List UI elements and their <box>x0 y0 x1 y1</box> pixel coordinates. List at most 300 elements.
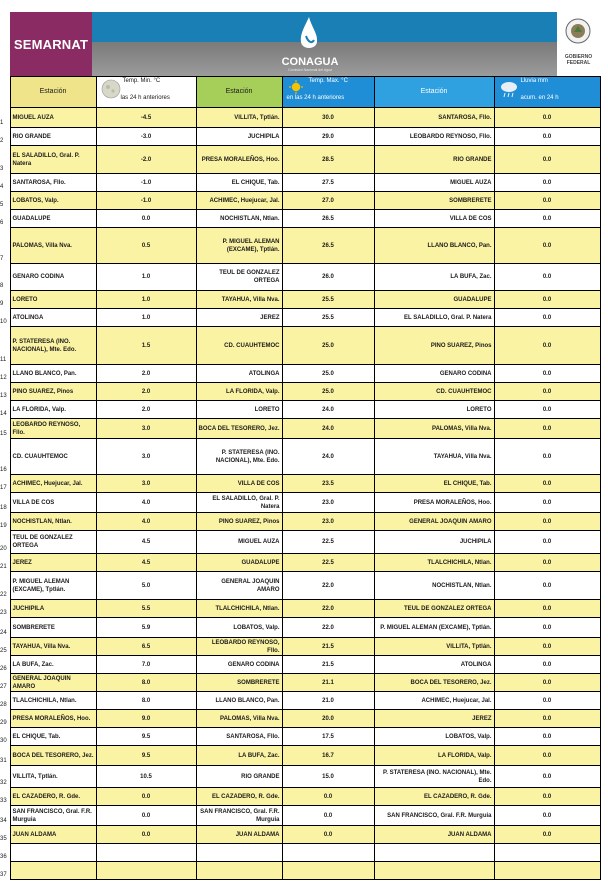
station-max-name: JEREZ <box>196 309 282 327</box>
moon-icon <box>101 79 121 99</box>
temp-min-value: 4.0 <box>96 513 196 531</box>
row-number: 23 <box>0 600 10 618</box>
station-max-name: PINO SUAREZ, Pinos <box>196 513 282 531</box>
station-min-name: MIGUEL AUZA <box>10 108 96 128</box>
temp-min-value: 4.5 <box>96 531 196 554</box>
temp-max-value: 22.5 <box>282 554 374 572</box>
row-number: 20 <box>0 531 10 554</box>
station-rain-name: LOBATOS, Valp. <box>374 728 494 746</box>
temp-max-value: 21.5 <box>282 656 374 674</box>
station-rain-name: NOCHISTLAN, Ntlan. <box>374 572 494 600</box>
table-row <box>0 192 600 210</box>
temp-max-value: 25.0 <box>282 383 374 401</box>
table-row <box>0 365 600 383</box>
station-rain-name: TEUL DE GONZALEZ ORTEGA <box>374 600 494 618</box>
row-number: 19 <box>0 513 10 531</box>
station-max-name: RIO GRANDE <box>196 766 282 788</box>
rain-value: 0.0 <box>494 383 600 401</box>
temp-min-value: 9.5 <box>96 728 196 746</box>
rain-value: 0.0 <box>494 228 600 264</box>
temp-max-value: 29.0 <box>282 128 374 146</box>
rain-value: 0.0 <box>494 401 600 419</box>
temp-max-value: 28.5 <box>282 146 374 174</box>
temp-max-value: 30.0 <box>282 108 374 128</box>
temp-max-value <box>282 844 374 862</box>
station-rain-name <box>374 844 494 862</box>
station-rain-name: LA FLORIDA, Valp. <box>374 746 494 766</box>
rain-value: 0.0 <box>494 108 600 128</box>
station-max-name: LA BUFA, Zac. <box>196 746 282 766</box>
row-number: 26 <box>0 656 10 674</box>
station-min-name: PRESA MORALEÑOS, Hoo. <box>10 710 96 728</box>
table-row <box>0 439 600 475</box>
table-row <box>0 291 600 309</box>
station-min-name: VILLA DE COS <box>10 493 96 513</box>
station-max-name: LA FLORIDA, Valp. <box>196 383 282 401</box>
rain-value: 0.0 <box>494 554 600 572</box>
temp-max-value: 0.0 <box>282 806 374 826</box>
table-row <box>0 513 600 531</box>
station-min-name: P. STATERESA (INO. NACIONAL), Mte. Edo. <box>10 327 96 365</box>
table-row <box>0 146 600 174</box>
station-rain-name: LEOBARDO REYNOSO, Fllo. <box>374 128 494 146</box>
table-row <box>0 419 600 439</box>
temp-max-value: 24.0 <box>282 439 374 475</box>
station-min-name: SANTAROSA, Fllo. <box>10 174 96 192</box>
temp-min-value: 0.5 <box>96 228 196 264</box>
table-row <box>0 531 600 554</box>
row-number: 36 <box>0 844 10 862</box>
station-max-name: GENERAL JOAQUIN AMARO <box>196 572 282 600</box>
station-max-name: SANTAROSA, Fllo. <box>196 728 282 746</box>
rain-value: 0.0 <box>494 826 600 844</box>
station-max-name: TEUL DE GONZALEZ ORTEGA <box>196 264 282 291</box>
rain-value: 0.0 <box>494 572 600 600</box>
station-min-name <box>10 862 96 880</box>
row-number: 7 <box>0 228 10 264</box>
table-row <box>0 572 600 600</box>
table-row <box>0 746 600 766</box>
temp-min-value: 0.0 <box>96 210 196 228</box>
row-number: 27 <box>0 674 10 692</box>
temp-min-value: -4.5 <box>96 108 196 128</box>
rain-value: 0.0 <box>494 493 600 513</box>
row-number: 18 <box>0 493 10 513</box>
station-rain-name: P. MIGUEL ALEMAN (EXCAME), Tptlán. <box>374 618 494 638</box>
table-row <box>0 806 600 826</box>
station-min-name: JEREZ <box>10 554 96 572</box>
station-max-name: ACHIMEC, Huejucar, Jal. <box>196 192 282 210</box>
station-rain-name: PRESA MORALEÑOS, Hoo. <box>374 493 494 513</box>
rain-value: 0.0 <box>494 728 600 746</box>
temp-min-value: 1.0 <box>96 291 196 309</box>
table-row <box>0 108 600 128</box>
table-row <box>0 728 600 746</box>
station-max-name: NOCHISTLAN, Ntlan. <box>196 210 282 228</box>
temp-min-value: 7.0 <box>96 656 196 674</box>
table-row <box>0 656 600 674</box>
temp-max-value: 26.0 <box>282 264 374 291</box>
station-min-name: LORETO <box>10 291 96 309</box>
row-number: 29 <box>0 710 10 728</box>
table-row <box>0 862 600 880</box>
temp-max-value: 25.5 <box>282 309 374 327</box>
station-max-name: EL CAZADERO, R. Gde. <box>196 788 282 806</box>
station-min-name: TLALCHICHILA, Ntlan. <box>10 692 96 710</box>
conagua-drop-icon <box>298 16 320 54</box>
temp-min-value: 3.0 <box>96 475 196 493</box>
temp-max-value: 23.0 <box>282 513 374 531</box>
rain-value: 0.0 <box>494 146 600 174</box>
station-max-name: P. STATERESA (INO. NACIONAL), Mte. Edo. <box>196 439 282 475</box>
station-min-name: SAN FRANCISCO, Gral. F.R. Murguia <box>10 806 96 826</box>
row-number: 4 <box>0 174 10 192</box>
station-min-name: GENARO CODINA <box>10 264 96 291</box>
table-row <box>0 692 600 710</box>
station-rain-name: RIO GRANDE <box>374 146 494 174</box>
temp-max-value: 0.0 <box>282 826 374 844</box>
header-row <box>0 77 600 108</box>
table-row <box>0 710 600 728</box>
row-number-header <box>0 77 10 108</box>
row-number: 37 <box>0 862 10 880</box>
rain-value: 0.0 <box>494 264 600 291</box>
rain-value: 0.0 <box>494 674 600 692</box>
rain-value: 0.0 <box>494 531 600 554</box>
temp-min-value: 0.0 <box>96 826 196 844</box>
table-row <box>0 383 600 401</box>
conagua-logo <box>280 12 340 76</box>
station-max-name <box>196 844 282 862</box>
rain-value: 0.0 <box>494 746 600 766</box>
station-max-name: LEOBARDO REYNOSO, Fllo. <box>196 638 282 656</box>
temp-min-value: 2.0 <box>96 365 196 383</box>
station-rain-name: P. STATERESA (INO. NACIONAL), Mte. Edo. <box>374 766 494 788</box>
station-min-name: PINO SUAREZ, Pinos <box>10 383 96 401</box>
station-rain-name: GENERAL JOAQUIN AMARO <box>374 513 494 531</box>
temp-min-value: 1.5 <box>96 327 196 365</box>
temp-min-value: 1.0 <box>96 309 196 327</box>
row-number: 30 <box>0 728 10 746</box>
temp-min-value <box>96 862 196 880</box>
table-row <box>0 826 600 844</box>
temp-min-value: -2.0 <box>96 146 196 174</box>
station-rain-name <box>374 862 494 880</box>
row-number: 31 <box>0 746 10 766</box>
station-max-name: JUAN ALDAMA <box>196 826 282 844</box>
row-number: 10 <box>0 309 10 327</box>
station-min-name: EL CAZADERO, R. Gde. <box>10 788 96 806</box>
row-number: 8 <box>0 264 10 291</box>
temp-min-value: 8.0 <box>96 692 196 710</box>
temp-max-value: 0.0 <box>282 788 374 806</box>
gobierno-text: GOBIERNO FEDERAL <box>564 54 593 66</box>
rain-value: 0.0 <box>494 365 600 383</box>
station-min-name: LA BUFA, Zac. <box>10 656 96 674</box>
table-row <box>0 327 600 365</box>
station-max-name: MIGUEL AUZA <box>196 531 282 554</box>
row-number: 14 <box>0 401 10 419</box>
temp-max-value: 24.0 <box>282 419 374 439</box>
station-rain-name: EL SALADILLO, Gral. P. Natera <box>374 309 494 327</box>
station-min-name <box>10 844 96 862</box>
rain-value <box>494 862 600 880</box>
station-rain-name: EL CHIQUE, Tab. <box>374 475 494 493</box>
table-row <box>0 264 600 291</box>
station-max-name: VILLA DE COS <box>196 475 282 493</box>
rain-value: 0.0 <box>494 766 600 788</box>
station-max-name: PALOMAS, Villa Nva. <box>196 710 282 728</box>
temp-min-value: 2.0 <box>96 383 196 401</box>
temp-min-value: 0.0 <box>96 788 196 806</box>
table-row <box>0 554 600 572</box>
col-header-estacion-2: Estación <box>196 77 282 108</box>
temp-min-value: -1.0 <box>96 192 196 210</box>
row-number: 28 <box>0 692 10 710</box>
station-min-name: TEUL DE GONZALEZ ORTEGA <box>10 531 96 554</box>
rain-value: 0.0 <box>494 692 600 710</box>
station-min-name: SOMBRERETE <box>10 618 96 638</box>
temp-max-value: 25.0 <box>282 365 374 383</box>
station-min-name: LEOBARDO REYNOSO, Fllo. <box>10 419 96 439</box>
temp-max-value: 21.0 <box>282 692 374 710</box>
temp-max-value: 20.0 <box>282 710 374 728</box>
station-rain-name: TLALCHICHILA, Ntlan. <box>374 554 494 572</box>
station-rain-name: LLANO BLANCO, Pan. <box>374 228 494 264</box>
rain-value: 0.0 <box>494 309 600 327</box>
temp-max-value: 27.5 <box>282 174 374 192</box>
station-rain-name: BOCA DEL TESORERO, Jez. <box>374 674 494 692</box>
table-row <box>0 844 600 862</box>
station-max-name: PRESA MORALEÑOS, Hoo. <box>196 146 282 174</box>
col-header-estacion-1: Estación <box>10 77 96 108</box>
rain-value: 0.0 <box>494 618 600 638</box>
table-row <box>0 600 600 618</box>
rain-value: 0.0 <box>494 710 600 728</box>
temp-max-value: 27.0 <box>282 192 374 210</box>
row-number: 24 <box>0 618 10 638</box>
row-number: 35 <box>0 826 10 844</box>
station-max-name: TAYAHUA, Villa Nva. <box>196 291 282 309</box>
station-max-name: TLALCHICHILA, Ntlan. <box>196 600 282 618</box>
rain-value: 0.0 <box>494 291 600 309</box>
row-number: 11 <box>0 327 10 365</box>
col-header-estacion-3: Estación <box>374 77 494 108</box>
station-max-name: LLANO BLANCO, Pan. <box>196 692 282 710</box>
temp-max-value: 22.0 <box>282 600 374 618</box>
station-rain-name: SAN FRANCISCO, Gral. F.R. Murguia <box>374 806 494 826</box>
row-number: 15 <box>0 419 10 439</box>
rain-value <box>494 844 600 862</box>
temp-min-value: 5.5 <box>96 600 196 618</box>
row-number: 21 <box>0 554 10 572</box>
table-row <box>0 210 600 228</box>
station-min-name: RIO GRANDE <box>10 128 96 146</box>
rain-value: 0.0 <box>494 806 600 826</box>
temp-min-value: -1.0 <box>96 174 196 192</box>
rain-value: 0.0 <box>494 656 600 674</box>
rain-value: 0.0 <box>494 210 600 228</box>
row-number: 16 <box>0 439 10 475</box>
conagua-subtitle: Comisión Nacional del Agua <box>288 68 332 72</box>
station-rain-name: GENARO CODINA <box>374 365 494 383</box>
station-max-name: JUCHIPILA <box>196 128 282 146</box>
station-min-name: GENERAL JOAQUIN AMARO <box>10 674 96 692</box>
temp-min-value: 4.5 <box>96 554 196 572</box>
station-rain-name: SANTAROSA, Fllo. <box>374 108 494 128</box>
temp-max-value: 25.5 <box>282 291 374 309</box>
semarnat-logo <box>10 12 92 76</box>
station-min-name: LLANO BLANCO, Pan. <box>10 365 96 383</box>
row-number: 1 <box>0 108 10 128</box>
temp-max-value <box>282 862 374 880</box>
row-number: 25 <box>0 638 10 656</box>
station-max-name: SOMBRERETE <box>196 674 282 692</box>
temp-max-value: 21.5 <box>282 638 374 656</box>
station-max-name: GUADALUPE <box>196 554 282 572</box>
station-min-name: VILLITA, Tptlán. <box>10 766 96 788</box>
station-rain-name: LA BUFA, Zac. <box>374 264 494 291</box>
station-max-name: P. MIGUEL ALEMAN (EXCAME), Tptlán. <box>196 228 282 264</box>
station-max-name: ATOLINGA <box>196 365 282 383</box>
rain-value: 0.0 <box>494 638 600 656</box>
table-row <box>0 493 600 513</box>
station-rain-name: VILLITA, Tptlán. <box>374 638 494 656</box>
rain-value: 0.0 <box>494 475 600 493</box>
col-header-lluvia: Lluvia mm acum. en 24 h <box>494 77 600 108</box>
temp-max-value: 24.0 <box>282 401 374 419</box>
station-rain-name: EL CAZADERO, R. Gde. <box>374 788 494 806</box>
rain-value: 0.0 <box>494 600 600 618</box>
station-max-name: LORETO <box>196 401 282 419</box>
station-rain-name: JEREZ <box>374 710 494 728</box>
station-min-name: EL SALADILLO, Gral. P. Natera <box>10 146 96 174</box>
rain-value: 0.0 <box>494 174 600 192</box>
station-min-name: JUCHIPILA <box>10 600 96 618</box>
temp-min-value: 2.0 <box>96 401 196 419</box>
mexico-seal-icon <box>565 18 591 44</box>
temp-min-value: -3.0 <box>96 128 196 146</box>
table-row <box>0 401 600 419</box>
conagua-text: CONAGUA <box>281 56 339 68</box>
temp-max-value: 25.0 <box>282 327 374 365</box>
station-min-name: LA FLORIDA, Valp. <box>10 401 96 419</box>
temp-max-value: 22.0 <box>282 572 374 600</box>
table-row <box>0 638 600 656</box>
station-min-name: GUADALUPE <box>10 210 96 228</box>
table-row <box>0 174 600 192</box>
row-number: 12 <box>0 365 10 383</box>
row-number: 34 <box>0 806 10 826</box>
weather-table <box>0 76 601 880</box>
row-number: 9 <box>0 291 10 309</box>
temp-max-value: 26.5 <box>282 228 374 264</box>
station-min-name: ATOLINGA <box>10 309 96 327</box>
station-max-name: SAN FRANCISCO, Gral. F.R. Murguia <box>196 806 282 826</box>
table-row <box>0 228 600 264</box>
temp-max-value: 16.7 <box>282 746 374 766</box>
table-row <box>0 618 600 638</box>
station-rain-name: GUADALUPE <box>374 291 494 309</box>
temp-max-value: 26.5 <box>282 210 374 228</box>
temp-min-value: 1.0 <box>96 264 196 291</box>
row-number: 22 <box>0 572 10 600</box>
station-max-name: VILLITA, Tptlán. <box>196 108 282 128</box>
temp-min-value: 5.0 <box>96 572 196 600</box>
temp-max-value: 15.0 <box>282 766 374 788</box>
row-number: 32 <box>0 766 10 788</box>
temp-max-value: 22.0 <box>282 618 374 638</box>
rain-cloud-icon <box>499 79 519 99</box>
temp-min-value: 3.0 <box>96 439 196 475</box>
temp-min-value: 0.0 <box>96 806 196 826</box>
row-number: 5 <box>0 192 10 210</box>
rain-value: 0.0 <box>494 419 600 439</box>
station-rain-name: ATOLINGA <box>374 656 494 674</box>
temp-min-value: 3.0 <box>96 419 196 439</box>
station-rain-name: JUAN ALDAMA <box>374 826 494 844</box>
rain-value: 0.0 <box>494 788 600 806</box>
semarnat-text: SEMARNAT <box>13 36 89 52</box>
temp-max-value: 22.5 <box>282 531 374 554</box>
temp-min-value: 10.5 <box>96 766 196 788</box>
table-row <box>0 128 600 146</box>
rain-value: 0.0 <box>494 128 600 146</box>
table-row <box>0 788 600 806</box>
station-rain-name: PALOMAS, Villa Nva. <box>374 419 494 439</box>
station-rain-name: ACHIMEC, Huejucar, Jal. <box>374 692 494 710</box>
station-min-name: NOCHISTLAN, Ntlan. <box>10 513 96 531</box>
row-number: 33 <box>0 788 10 806</box>
temp-max-value: 21.1 <box>282 674 374 692</box>
temp-min-value: 8.0 <box>96 674 196 692</box>
temp-min-value: 9.0 <box>96 710 196 728</box>
station-min-name: P. MIGUEL ALEMAN (EXCAME), Tptlán. <box>10 572 96 600</box>
temp-max-value: 17.5 <box>282 728 374 746</box>
station-min-name: BOCA DEL TESORERO, Jez. <box>10 746 96 766</box>
rain-value: 0.0 <box>494 439 600 475</box>
station-rain-name: VILLA DE COS <box>374 210 494 228</box>
col-header-temp-min: Temp. Min. °C las 24 h anteriores <box>96 77 196 108</box>
table-row <box>0 766 600 788</box>
station-min-name: ACHIMEC, Huejucar, Jal. <box>10 475 96 493</box>
temp-min-value: 5.9 <box>96 618 196 638</box>
report-header <box>10 12 600 76</box>
table-row <box>0 674 600 692</box>
col-header-temp-max: Temp. Max. °C en las 24 h anteriores <box>282 77 374 108</box>
row-number: 3 <box>0 146 10 174</box>
rain-value: 0.0 <box>494 327 600 365</box>
station-max-name: BOCA DEL TESORERO, Jez. <box>196 419 282 439</box>
temp-min-value: 4.0 <box>96 493 196 513</box>
temp-min-value <box>96 844 196 862</box>
station-rain-name: LORETO <box>374 401 494 419</box>
station-min-name: CD. CUAUHTEMOC <box>10 439 96 475</box>
station-rain-name: CD. CUAUHTEMOC <box>374 383 494 401</box>
station-min-name: LOBATOS, Valp. <box>10 192 96 210</box>
row-number: 17 <box>0 475 10 493</box>
station-rain-name: PINO SUAREZ, Pinos <box>374 327 494 365</box>
station-rain-name: JUCHIPILA <box>374 531 494 554</box>
temp-max-value: 23.5 <box>282 475 374 493</box>
station-min-name: JUAN ALDAMA <box>10 826 96 844</box>
station-max-name: CD. CUAUHTEMOC <box>196 327 282 365</box>
rain-value: 0.0 <box>494 513 600 531</box>
station-max-name <box>196 862 282 880</box>
gobierno-federal-logo <box>557 12 600 76</box>
station-min-name: TAYAHUA, Villa Nva. <box>10 638 96 656</box>
temp-min-value: 6.5 <box>96 638 196 656</box>
